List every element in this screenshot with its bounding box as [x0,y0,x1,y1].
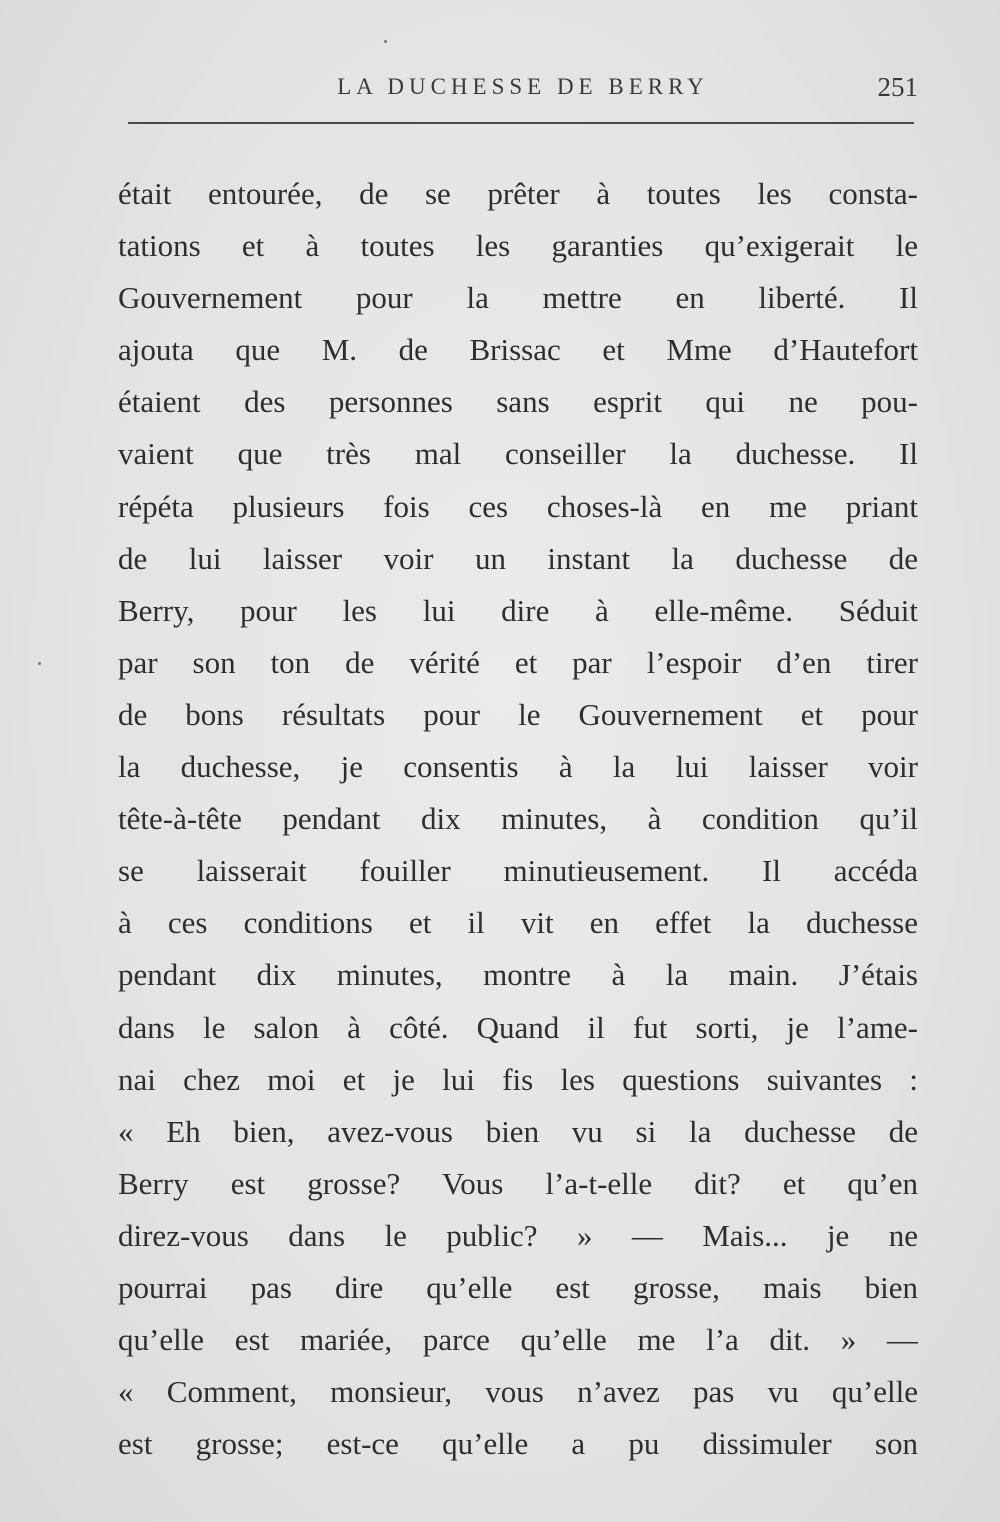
text-line: de lui laisser voir un instant la duchesse de [118,540,918,576]
text-line: « Eh bien, avez-vous bien vu si la duchesse de [118,1113,918,1149]
text-line: Gouvernement pour la mettre en liberté. Il [118,280,918,316]
text-line: la duchesse, je consentis à la lui laisser voir [118,749,918,785]
text-line: ajouta que M. de Brissac et Mme d’Hautefort [118,332,918,368]
text-line: était entourée, de se prêter à toutes les consta- [118,176,918,211]
running-title: LA DUCHESSE DE BERRY [337,74,709,99]
text-line: « Comment, monsieur, vous n’avez pas vu qu’elle [118,1374,918,1410]
text-line: direz-vous dans le public? » — Mais... je ne [118,1217,918,1253]
paper-speck [384,40,387,43]
paper-speck [38,662,41,665]
text-line: est grosse; est-ce qu’elle a pu dissimuler son [118,1426,918,1462]
text-line: vaient que très mal conseiller la duchesse. Il [118,436,918,472]
text-line: pourrai pas dire qu’elle est grosse, mais bien [118,1269,918,1305]
page-number: 251 [877,72,918,102]
text-line: nai chez moi et je lui fis les questions suivantes : [118,1061,918,1097]
text-line: répéta plusieurs fois ces choses-là en me priant [118,488,918,524]
text-line: tations et à toutes les garanties qu’exigerait le [118,228,918,264]
body-text [118,168,918,1470]
text-line: Berry, pour les lui dire à elle-même. Séduit [118,592,918,628]
text-line: se laisserait fouiller minutieusement. Il accéda [118,853,918,889]
text-line: Berry est grosse? Vous l’a-t-elle dit? et qu’en [118,1165,918,1201]
text-line: étaient des personnes sans esprit qui ne pou- [118,384,918,420]
text-line: pendant dix minutes, montre à la main. J’étais [118,957,918,993]
text-line: dans le salon à côté. Quand il fut sorti, je l’ame- [118,1009,918,1045]
header-rule [128,122,914,124]
page-header [128,68,918,118]
text-line: qu’elle est mariée, parce qu’elle me l’a dit. » — [118,1322,918,1358]
text-line: par son ton de vérité et par l’espoir d’en tirer [118,644,918,680]
text-line: tête-à-tête pendant dix minutes, à condition qu’il [118,801,918,837]
text-line: de bons résultats pour le Gouvernement et pour [118,696,918,732]
text-line: à ces conditions et il vit en effet la duchesse [118,905,918,941]
